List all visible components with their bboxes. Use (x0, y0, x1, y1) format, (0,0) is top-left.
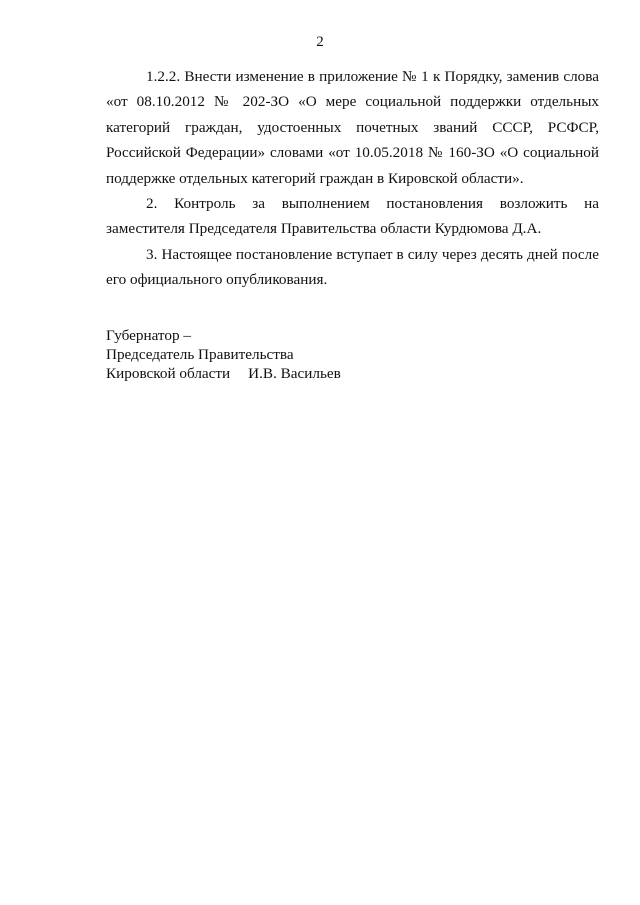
document-body (106, 64, 599, 293)
signature-title-governor: Губернатор – (106, 327, 191, 344)
paragraph-1-2-2: 1.2.2. Внести изменение в приложение № 1 к Порядку, заменив слова «от 08.10.2012 № 202-ЗО «О мере социальной поддержки отдельных категорий граждан, удостоенных почетных званий СССР, РСФСР, Российской Федерации» словами «от 10.05.2018 № 160-ЗО «О социальной поддержке отдельных категорий граждан в Кировской области». (106, 68, 599, 187)
paragraph-2-control: 2. Контроль за выполнением постановления возложить на заместителя Председателя Правительства области Курдюмова Д.А. (106, 195, 599, 238)
signatory-name: И.В. Васильев (248, 365, 341, 382)
page-number: 2 (316, 34, 324, 50)
signature-title-chairman: Председатель Правительства (106, 346, 294, 363)
signature-region: Кировской области (106, 365, 231, 382)
signature-block (106, 326, 341, 383)
signature-region-line (106, 364, 341, 383)
paragraph-3-effective-date: 3. Настоящее постановление вступает в силу через десять дней после его официального опубликования. (106, 245, 599, 289)
